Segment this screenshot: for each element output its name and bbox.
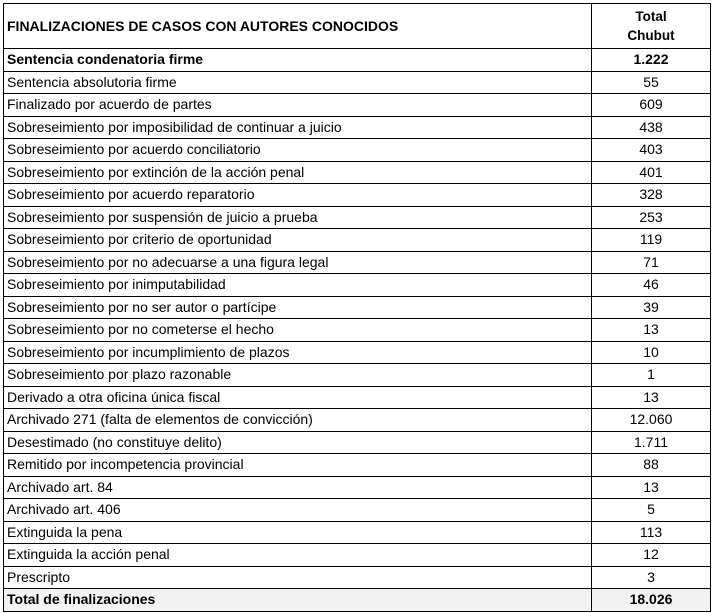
row-label: Archivado art. 406 [4, 499, 592, 522]
row-label: Sobreseimiento por plazo razonable [4, 364, 592, 387]
table-row [4, 454, 711, 477]
row-value: 253 [592, 206, 711, 229]
table-row [4, 476, 711, 499]
row-label: Sobreseimiento por inimputabilidad [4, 274, 592, 297]
row-label: Sentencia condenatoria firme [4, 49, 592, 72]
table-row [4, 49, 711, 72]
row-label: Total de finalizaciones [4, 589, 592, 612]
row-label: Sobreseimiento por extinción de la acción penal [4, 161, 592, 184]
row-value: 88 [592, 454, 711, 477]
row-value: 119 [592, 229, 711, 252]
table-row [4, 139, 711, 162]
row-value: 438 [592, 116, 711, 139]
table-row [4, 251, 711, 274]
row-value: 3 [592, 566, 711, 589]
table-row [4, 229, 711, 252]
row-label: Sobreseimiento por acuerdo conciliatorio [4, 139, 592, 162]
row-label: Extinguida la acción penal [4, 544, 592, 567]
column-header-line2: Chubut [627, 28, 675, 43]
table-row [4, 296, 711, 319]
row-value: 13 [592, 386, 711, 409]
row-value: 328 [592, 184, 711, 207]
row-value: 13 [592, 476, 711, 499]
table-row [4, 431, 711, 454]
table-row [4, 386, 711, 409]
row-label: Finalizado por acuerdo de partes [4, 94, 592, 117]
row-value: 39 [592, 296, 711, 319]
table-row [4, 71, 711, 94]
row-value: 401 [592, 161, 711, 184]
row-label: Sobreseimiento por suspensión de juicio a prueba [4, 206, 592, 229]
row-value: 18.026 [592, 589, 711, 612]
row-label: Prescripto [4, 566, 592, 589]
row-label: Sentencia absolutoria firme [4, 71, 592, 94]
row-label: Sobreseimiento por no ser autor o partícipe [4, 296, 592, 319]
row-label: Extinguida la pena [4, 521, 592, 544]
row-label: Sobreseimiento por criterio de oportunidad [4, 229, 592, 252]
row-value: 12.060 [592, 409, 711, 432]
row-value: 10 [592, 341, 711, 364]
table-title: FINALIZACIONES DE CASOS CON AUTORES CONOCIDOS [4, 4, 592, 49]
table-row [4, 319, 711, 342]
table-row [4, 409, 711, 432]
table-row [4, 566, 711, 589]
header-row [4, 4, 711, 49]
finalizaciones-table [3, 3, 711, 612]
table-row [4, 206, 711, 229]
table-row [4, 544, 711, 567]
table-row [4, 274, 711, 297]
row-label: Sobreseimiento por no adecuarse a una figura legal [4, 251, 592, 274]
row-value: 609 [592, 94, 711, 117]
row-value: 13 [592, 319, 711, 342]
row-value: 113 [592, 521, 711, 544]
table-row [4, 94, 711, 117]
row-label: Derivado a otra oficina única fiscal [4, 386, 592, 409]
row-label: Sobreseimiento por incumplimiento de plazos [4, 341, 592, 364]
table-row [4, 341, 711, 364]
row-label: Archivado art. 84 [4, 476, 592, 499]
row-label: Remitido por incompetencia provincial [4, 454, 592, 477]
row-label: Desestimado (no constituye delito) [4, 431, 592, 454]
table-row [4, 184, 711, 207]
total-row [4, 589, 711, 612]
row-value: 5 [592, 499, 711, 522]
column-header-total-chubut [592, 4, 711, 49]
row-value: 55 [592, 71, 711, 94]
column-header-line1: Total [635, 9, 667, 24]
row-value: 1.222 [592, 49, 711, 72]
row-label: Archivado 271 (falta de elementos de convicción) [4, 409, 592, 432]
row-label: Sobreseimiento por imposibilidad de continuar a juicio [4, 116, 592, 139]
row-value: 403 [592, 139, 711, 162]
table-row [4, 116, 711, 139]
row-value: 71 [592, 251, 711, 274]
row-value: 1 [592, 364, 711, 387]
table-row [4, 161, 711, 184]
table-row [4, 521, 711, 544]
row-label: Sobreseimiento por acuerdo reparatorio [4, 184, 592, 207]
row-value: 1.711 [592, 431, 711, 454]
table-row [4, 364, 711, 387]
row-value: 46 [592, 274, 711, 297]
row-label: Sobreseimiento por no cometerse el hecho [4, 319, 592, 342]
table-row [4, 499, 711, 522]
row-value: 12 [592, 544, 711, 567]
